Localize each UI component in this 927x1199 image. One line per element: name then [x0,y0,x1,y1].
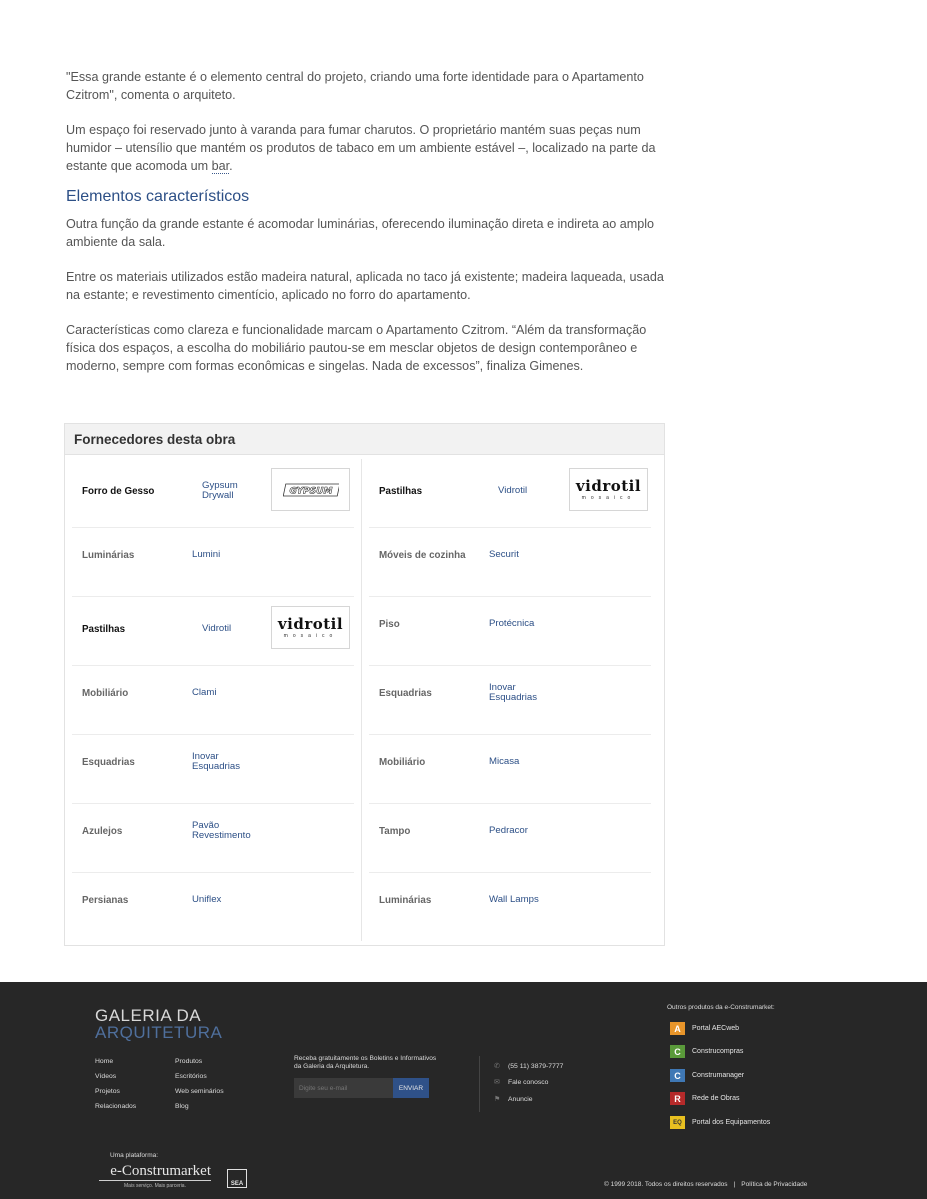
contact-phone [494,1062,563,1070]
equipamentos-icon: EQ [670,1116,685,1129]
supplier-category: Mobiliário [82,688,129,699]
supplier-category: Luminárias [379,895,432,906]
advertise-link-label: Anuncie [508,1096,533,1103]
footer-link-videos[interactable]: Vídeos [95,1073,117,1080]
suppliers-right-column [369,459,651,942]
article-paragraph: Características como clareza e funcionalidade marcam o Apartamento Czitrom. “Além da transformação física dos espaços, a escolha do mobiliário pautou-se em mesclar objetos de design contemporâneo e moderno, sempre com formas econômicas e singelas. Nada de excessos”, finaliza Gimenes. [66,323,647,373]
supplier-link[interactable]: Micasa [489,756,520,767]
supplier-link[interactable]: Vidrotil [498,485,528,496]
vidrotil-logo-sub: mosaico [283,632,338,639]
supplier-link[interactable]: Uniflex [192,894,222,905]
supplier-row [72,735,354,804]
article-paragraph: Outra função da grande estante é acomodar luminárias, oferecendo iluminação direta e indireta ao amplo ambiente da sala. [66,217,655,249]
product-label: Portal dos Equipamentos [692,1119,771,1126]
supplier-category: Piso [379,619,400,630]
supplier-category: Forro de Gesso [82,486,155,497]
construmanager-icon: C [670,1069,685,1082]
product-link-aecweb[interactable] [670,1022,739,1035]
flag-icon: ⚑ [494,1096,501,1103]
product-link-construmanager[interactable] [670,1069,744,1082]
other-products-title: Outros produtos da e-Construmarket: [667,1004,775,1011]
supplier-link[interactable]: Protécnica [489,618,535,629]
product-link-construcompras[interactable] [670,1045,743,1058]
footer-nav-col-1 [95,1054,136,1114]
supplier-category: Pastilhas [379,486,423,497]
supplier-category: Mobiliário [379,757,426,768]
vidrotil-logo[interactable] [569,468,648,511]
suppliers-panel [64,423,665,946]
brand-line-1: GALERIA DA [95,1006,202,1025]
supplier-category: Pastilhas [82,624,126,635]
product-label: Construcompras [692,1048,744,1055]
supplier-link[interactable]: Wall Lamps [489,894,539,905]
newsletter-text: Receba gratuitamente os Boletins e Informativos da Galeria da Arquitetura. [294,1055,437,1070]
supplier-category: Luminárias [82,550,135,561]
supplier-link[interactable]: Gypsum Drywall [202,480,238,501]
phone-number: (55 11) 3879-7777 [508,1063,564,1070]
vidrotil-logo-mark [575,476,642,501]
vidrotil-logo[interactable] [271,606,350,649]
product-label: Portal AECweb [692,1025,740,1032]
supplier-row [369,804,651,873]
newsletter-email-input[interactable] [294,1078,394,1098]
gypsum-logo-graphic [283,483,339,497]
supplier-category: Persianas [82,895,129,906]
article-text: . [229,159,233,173]
brand-line-2: ARQUITETURA [95,1023,223,1042]
footer-link-home[interactable]: Home [95,1058,114,1065]
supplier-category: Móveis de cozinha [379,550,466,561]
supplier-link[interactable]: Vidrotil [202,623,232,634]
advertise-link[interactable] [494,1095,533,1103]
mail-icon: ✉ [494,1079,500,1086]
footer-link-blog[interactable]: Blog [175,1103,189,1110]
supplier-link[interactable]: Lumini [192,549,221,560]
article-paragraph: "Essa grande estante é o elemento central do projeto, criando uma forte identidade para o Apartamento Czitrom", comenta o arquiteto. [66,70,644,102]
supplier-row [369,735,651,804]
supplier-row [72,873,354,942]
section-heading: Elementos característicos [66,188,250,205]
footer-link-web-seminarios[interactable]: Web seminários [175,1088,224,1095]
column-divider [361,459,362,941]
supplier-link[interactable]: Securit [489,549,519,560]
supplier-category: Azulejos [82,826,123,837]
site-footer [0,982,927,1199]
footer-link-produtos[interactable]: Produtos [175,1058,203,1065]
supplier-row [369,459,651,528]
supplier-row [369,666,651,735]
gypsum-logo[interactable] [271,468,350,511]
construmarket-underline [99,1180,211,1181]
product-label: Rede de Obras [692,1095,740,1102]
contact-email[interactable] [494,1078,548,1086]
suppliers-title: Fornecedores desta obra [65,424,664,455]
construmarket-tagline: Mais serviço. Mais parceria. [124,1183,186,1189]
sea-logo[interactable]: SEA [227,1169,247,1188]
bar-link[interactable]: bar [211,159,230,173]
gypsum-logo-text: GYPSUM [289,486,332,496]
footer-divider [479,1056,480,1112]
rede-de-obras-icon: R [670,1092,685,1105]
phone-icon: ✆ [494,1063,500,1070]
supplier-link[interactable]: Clami [192,687,217,698]
article-body [66,68,666,392]
privacy-link[interactable]: Política de Privacidade [741,1181,808,1188]
galeria-logo[interactable] [95,1007,222,1041]
supplier-row [72,459,354,528]
supplier-link[interactable]: Pavão Revestimento [192,820,251,841]
supplier-row [72,666,354,735]
aecweb-icon: A [670,1022,685,1035]
platform-label: Uma plataforma: [110,1152,159,1159]
product-link-rede-de-obras[interactable] [670,1092,739,1105]
supplier-row [72,597,354,666]
supplier-link[interactable]: Inovar Esquadrias [192,751,240,772]
supplier-row [369,528,651,597]
product-label: Construmanager [692,1072,745,1079]
newsletter-send-button[interactable]: ENVIAR [393,1078,429,1098]
supplier-row [369,873,651,942]
vidrotil-logo-sub: mosaico [581,494,636,501]
supplier-link[interactable]: Inovar Esquadrias [489,682,537,703]
article-paragraph [66,121,666,175]
vidrotil-logo-mark [277,614,344,639]
supplier-row [72,528,354,597]
footer-link-projetos[interactable]: Projetos [95,1088,120,1095]
construmarket-logo[interactable] [99,1164,211,1189]
footer-link-escritorios[interactable]: Escritórios [175,1073,207,1080]
product-link-portal-equipamentos[interactable] [670,1116,770,1129]
vidrotil-logo-text: vidrotil [575,476,642,495]
copyright-bar [604,1181,807,1188]
article-paragraph: Entre os materiais utilizados estão madeira natural, aplicada no taco já existente; madeira laqueada, usada na estante; e revestimento cimentício, aplicado no forro do apartamento. [66,270,664,302]
supplier-category: Esquadrias [379,688,432,699]
footer-link-relacionados[interactable]: Relacionados [95,1103,137,1110]
supplier-category: Esquadrias [82,757,135,768]
copyright-text: © 1999 2018. Todos os direitos reservados [604,1181,728,1188]
supplier-row [369,597,651,666]
construcompras-icon: C [670,1045,685,1058]
supplier-link[interactable]: Pedracor [489,825,528,836]
suppliers-left-column [72,459,354,942]
copyright-separator: | [733,1181,736,1188]
footer-nav-col-2 [175,1054,224,1114]
construmarket-name: e-Construmarket [110,1163,211,1179]
supplier-row [72,804,354,873]
supplier-category: Tampo [379,826,411,837]
contact-link-label: Fale conosco [508,1079,549,1086]
vidrotil-logo-text: vidrotil [277,614,344,633]
article-text: Um espaço foi reservado junto à varanda para fumar charutos. O proprietário mantém suas peças num humidor – utensílio que mantém os produtos de tabaco em um ambiente estável –, localizado na parte da estante que acomoda um [66,123,656,173]
